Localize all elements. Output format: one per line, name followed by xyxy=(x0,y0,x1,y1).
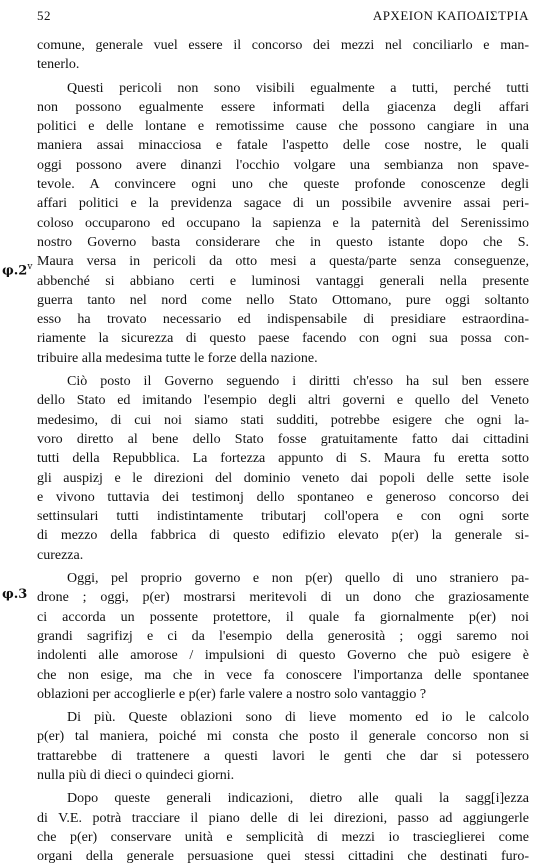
text-line: di mezzo della fabbrica di questo edifizio elevato p(er) la generale si- xyxy=(37,528,529,544)
margin-folio-note xyxy=(2,262,32,278)
text-line: comune, generale vuel essere il concorso dei mezzi nel conciliarlo e man- xyxy=(37,38,529,53)
text-line: Maura versa in pericoli da otto mesi a questa/parte senza conseguenze, xyxy=(37,254,529,270)
folio-label: φ.2 xyxy=(2,263,28,279)
text-line: che p(er) conservare unità e semplicità di mezzi io trascieglierei come xyxy=(37,829,529,845)
text-line: tevole. A convincere ogni uno che queste profonde conoscenze degli xyxy=(37,177,529,193)
text-line: drone ; oggi, p(er) mostrarsi meritevoli di un dono che graziosamente xyxy=(37,590,529,606)
text-line: tenerlo. xyxy=(37,57,80,73)
paragraph-start-line: Ciò posto il Governo seguendo i diritti ch'esso ha sul ben essere xyxy=(67,374,529,390)
text-line: grandi sagrifizj e ci da l'esempio della generosità ; oggi saremo noi xyxy=(37,628,529,644)
text-line: trattarebbe di trattenere a questi lavori le genti che dar si potessero xyxy=(37,748,529,764)
text-line: oggi possono avere dinanzi l'occhio volgare una sembianza non spave- xyxy=(37,157,529,173)
paragraph-start-line: Questi pericoli non sono visibili egualmente a tutti, perché tutti xyxy=(67,80,529,96)
text-line: dello Stato ed imitando l'esempio degli altri governi e quello del Veneto xyxy=(37,393,529,409)
text-line: coloso occuparono ed occupano la sapienza e la paternità del Serenissimo xyxy=(37,215,529,231)
text-line: nulla più di dieci o quindeci giorni. xyxy=(37,767,235,783)
text-line: medesimo, di cui noi siamo stati sudditi, potrebbe esigere che ogni la- xyxy=(37,412,529,428)
folio-verso-mark: v xyxy=(27,262,33,272)
text-line: nostro Governo basta considerare che in questo istante dopo che S. xyxy=(37,234,529,250)
margin-folio-note xyxy=(2,587,27,602)
paragraph-start-line: Dopo queste generali indicazioni, dietro alle quali la sagg[i]ezza xyxy=(67,791,529,807)
body-text xyxy=(37,36,529,866)
text-line: gli auspizj e le direzioni del dominio veneto dai popoli delle sette isole xyxy=(37,470,529,486)
text-line: curezza. xyxy=(37,547,84,563)
text-line: p(er) tal maniera, poiché mi consta che posto il generale concorso non si xyxy=(37,729,529,745)
text-line: guerra tanto nel nord come nello Stato Ottomano, pure oggi soltanto xyxy=(37,292,529,308)
page-header xyxy=(37,8,529,26)
text-line: riamente la sicurezza di questo paese facendo con ogni sua possa con- xyxy=(37,331,529,347)
text-line: abbenché si abbiano certi e luminosi vantaggi generali nella presente xyxy=(37,273,529,289)
text-line: affari politici e la previdenza sagace di un possibile avvenire assai peri- xyxy=(37,196,529,212)
paragraph-start-line: Di più. Queste oblazioni sono di lieve momento ed io le calcolo xyxy=(67,710,529,726)
text-line: indolenti alle amorose / impulsioni di questo Governo che può esigere è xyxy=(37,648,529,664)
text-line: tribuire alla medesima tutte le forze della nazione. xyxy=(37,350,318,366)
text-line: settinsulari tutti indistintamente tributarj coll'opera e con ogni sorte xyxy=(37,509,529,525)
text-line: tutti della Repubblica. La fortezza appunto di S. Maura fu eretta sotto xyxy=(37,451,529,467)
running-title: ΑΡΧΕΙΟΝ ΚΑΠΟΔΙΣΤΡΙΑ xyxy=(372,8,529,23)
text-line: e vivono tuttavia dei testimonj dello spontaneo e generoso concorso dei xyxy=(37,489,529,505)
text-line: non possono egualmente essere informati della giacenza degli affari xyxy=(37,99,529,115)
text-line: politici e delle lontane e remotissime cause che possono cangiare in una xyxy=(37,119,529,135)
text-line: organi della generale persuasione quei stessi cittadini che destinati furo- xyxy=(37,849,529,865)
text-line: ci accorda un possente protettore, il quale fa giornalmente p(er) noi xyxy=(37,609,529,625)
folio-label: φ.3 xyxy=(2,587,28,602)
text-line: maniera assai minacciosa e fatale l'aspetto delle cose nostre, le quali xyxy=(37,138,529,154)
text-line: oblazioni per accoglierle e p(er) farle valere a nostro solo vantaggio ? xyxy=(37,686,427,702)
text-line: di V.E. potrà tracciare il piano delle di lei direzioni, passo ad aggiungerle xyxy=(37,810,529,826)
text-line: che non esige, ma che in vece fa conoscere l'importanza delle spontanee xyxy=(37,667,529,683)
page-number: 52 xyxy=(37,8,51,23)
text-line: voro diretto al bene dello Stato fosse gratuitamente fatto dai cittadini xyxy=(37,431,529,447)
paragraph-start-line: Oggi, pel proprio governo e non p(er) quello di uno straniero pa- xyxy=(67,571,529,587)
text-line: esso ha trovato necessario ed indispensabile di presidiare estraordina- xyxy=(37,312,529,328)
